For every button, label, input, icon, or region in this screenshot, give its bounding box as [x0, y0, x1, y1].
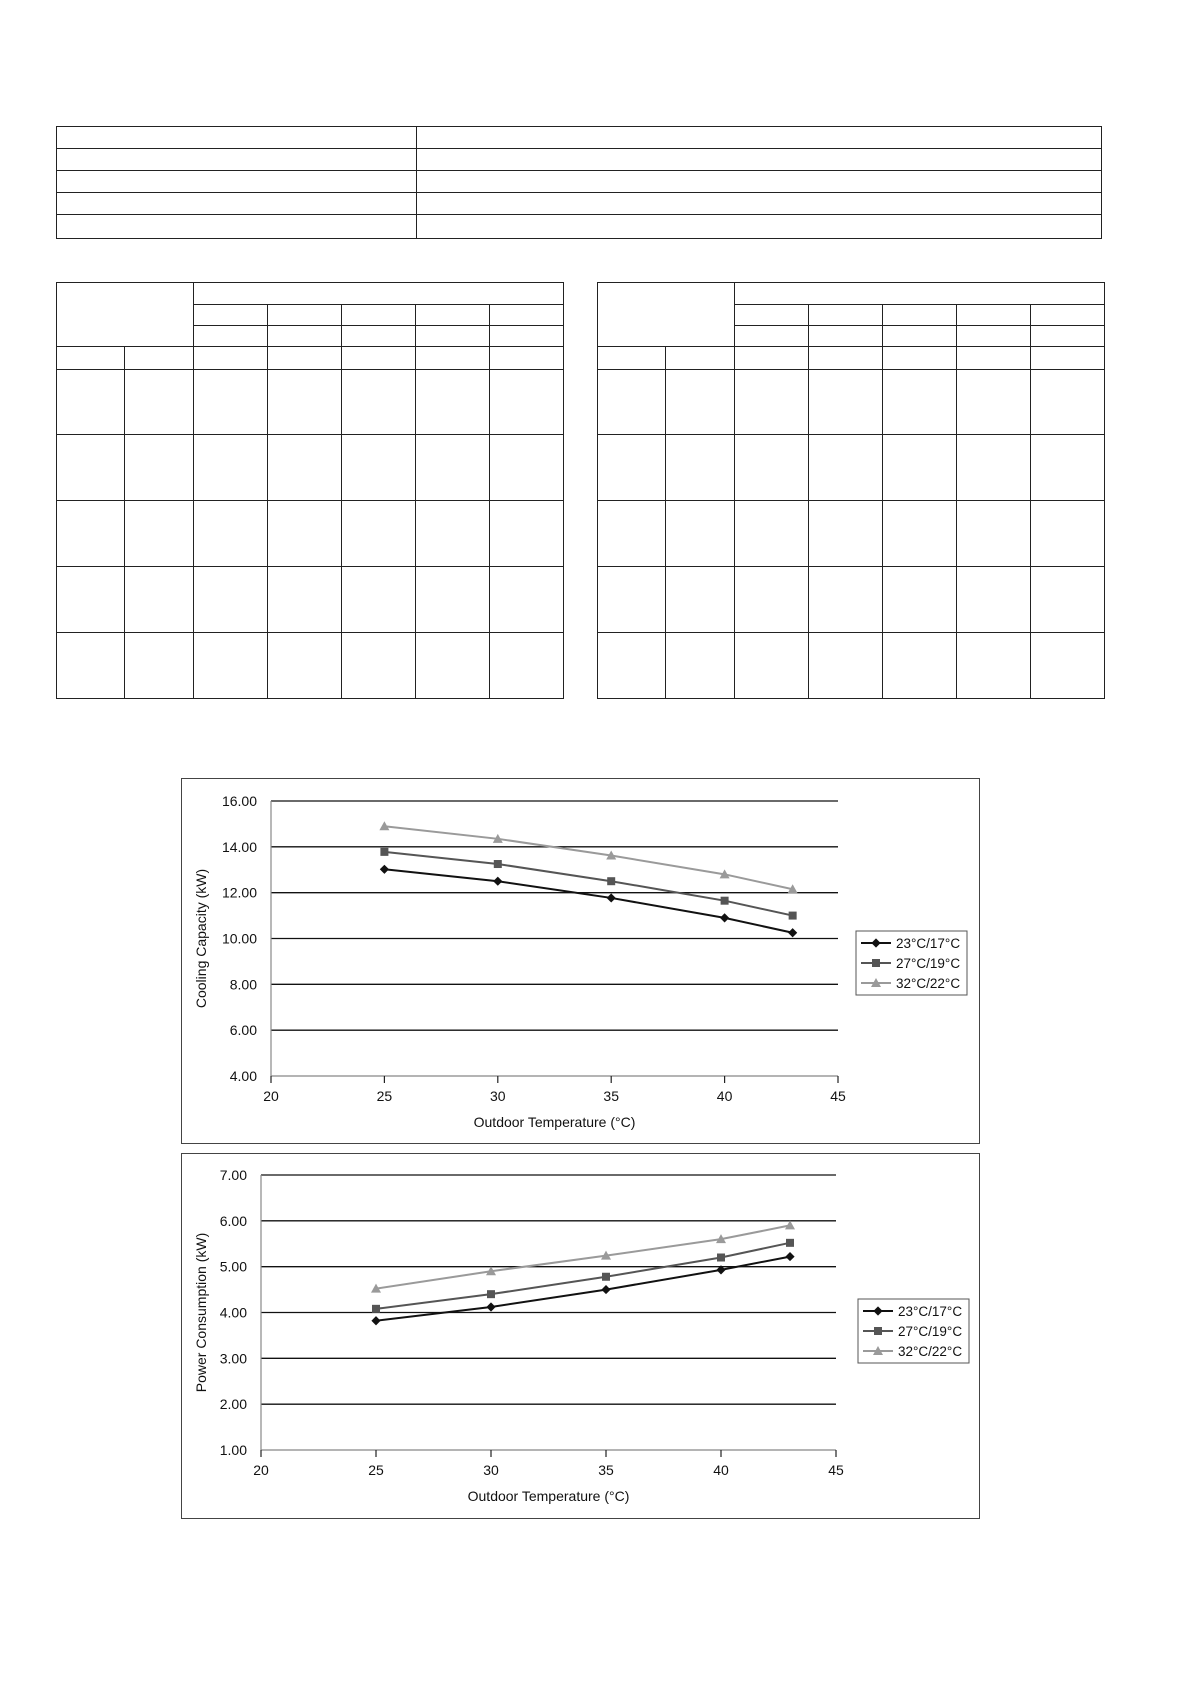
table-cell — [57, 283, 194, 347]
table-cell — [57, 633, 125, 699]
table-row — [598, 370, 1105, 435]
table-cell — [416, 370, 490, 435]
table-cell — [809, 633, 883, 699]
y-tick-label: 4.00 — [229, 1068, 257, 1084]
table-cell — [809, 326, 883, 347]
table-row — [598, 347, 1105, 370]
table-cell — [194, 347, 268, 370]
series-line — [384, 869, 792, 932]
spec-cell — [417, 215, 1102, 239]
table-cell — [342, 326, 416, 347]
y-tick-label: 12.00 — [221, 884, 257, 901]
x-tick-label: 25 — [368, 1462, 384, 1478]
table-cell — [957, 305, 1031, 326]
table-cell — [342, 501, 416, 567]
y-tick-label: 4.00 — [219, 1304, 247, 1321]
y-tick-label: 5.00 — [219, 1258, 247, 1275]
table-cell — [598, 347, 666, 370]
spec-cell — [57, 171, 417, 193]
power-consumption-chart — [181, 1153, 980, 1519]
table-cell — [416, 435, 490, 501]
spec-cell — [417, 127, 1102, 149]
table-cell — [194, 283, 564, 305]
table-cell — [883, 305, 957, 326]
table-cell — [194, 633, 268, 699]
table-cell — [57, 567, 125, 633]
table-cell — [194, 305, 268, 326]
table-cell — [598, 633, 666, 699]
y-tick-label: 3.00 — [219, 1350, 247, 1367]
data-point — [486, 1302, 495, 1311]
table-cell — [883, 567, 957, 633]
data-point — [372, 1305, 380, 1313]
table-cell — [194, 567, 268, 633]
table-cell — [735, 633, 809, 699]
table-cell — [1031, 370, 1105, 435]
performance-table-right — [597, 282, 1105, 699]
table-cell — [490, 501, 564, 567]
table-cell — [1031, 305, 1105, 326]
table-cell — [666, 633, 735, 699]
table-cell — [194, 501, 268, 567]
table-cell — [883, 501, 957, 567]
data-point — [494, 860, 502, 868]
x-tick-label: 40 — [713, 1462, 729, 1478]
data-point — [785, 1252, 794, 1261]
table-cell — [125, 501, 194, 567]
table-cell — [957, 326, 1031, 347]
table-cell — [735, 305, 809, 326]
series-line — [384, 852, 792, 916]
legend-label: 23°C/17°C — [896, 936, 961, 951]
x-tick-label: 45 — [830, 1088, 846, 1104]
data-point — [601, 1285, 610, 1294]
data-point — [789, 912, 797, 920]
legend-marker — [874, 1327, 882, 1335]
legend-label: 23°C/17°C — [898, 1304, 963, 1319]
table-cell — [1031, 326, 1105, 347]
data-point — [721, 897, 729, 905]
spec-cell — [57, 215, 417, 239]
table-cell — [342, 305, 416, 326]
table-cell — [490, 370, 564, 435]
table-cell — [416, 633, 490, 699]
table-cell — [598, 370, 666, 435]
y-tick-label: 6.00 — [229, 1022, 257, 1039]
table-cell — [490, 326, 564, 347]
table-cell — [735, 567, 809, 633]
table-cell — [268, 347, 342, 370]
data-point — [380, 848, 388, 856]
x-axis-title: Outdoor Temperature (°C) — [467, 1488, 630, 1504]
table-cell — [125, 370, 194, 435]
legend-label: 32°C/22°C — [896, 976, 961, 991]
data-point — [785, 1220, 795, 1229]
table-row — [57, 370, 564, 435]
table-cell — [125, 633, 194, 699]
table-cell — [268, 501, 342, 567]
table-cell — [57, 370, 125, 435]
data-point — [371, 1316, 380, 1325]
x-tick-label: 35 — [598, 1462, 614, 1478]
table-cell — [666, 435, 735, 501]
legend-label: 27°C/19°C — [898, 1324, 963, 1339]
table-cell — [125, 435, 194, 501]
y-axis-title: Power Consumption (kW) — [193, 1232, 209, 1393]
table-cell — [809, 347, 883, 370]
table-cell — [268, 370, 342, 435]
table-cell — [666, 567, 735, 633]
table-cell — [490, 347, 564, 370]
table-row — [57, 283, 564, 305]
table-cell — [735, 435, 809, 501]
table-cell — [268, 567, 342, 633]
data-point — [607, 877, 615, 885]
table-cell — [268, 326, 342, 347]
x-tick-label: 30 — [483, 1462, 499, 1478]
table-cell — [735, 370, 809, 435]
y-tick-label: 14.00 — [221, 838, 257, 855]
table-row — [57, 567, 564, 633]
table-cell — [883, 370, 957, 435]
table-cell — [883, 633, 957, 699]
y-tick-label: 1.00 — [219, 1442, 247, 1458]
x-tick-label: 30 — [490, 1088, 506, 1104]
x-tick-label: 25 — [376, 1088, 393, 1104]
table-cell — [1031, 633, 1105, 699]
table-cell — [957, 435, 1031, 501]
data-point — [788, 928, 797, 937]
table-cell — [342, 633, 416, 699]
y-axis-title: Cooling Capacity (kW) — [193, 868, 209, 1009]
table-cell — [125, 567, 194, 633]
spec-cell — [417, 149, 1102, 171]
table-cell — [883, 347, 957, 370]
table-cell — [809, 305, 883, 326]
y-tick-label: 8.00 — [229, 976, 257, 993]
table-cell — [883, 326, 957, 347]
data-point — [602, 1273, 610, 1281]
legend-label: 32°C/22°C — [898, 1344, 963, 1359]
spec-cell — [57, 127, 417, 149]
table-cell — [598, 501, 666, 567]
table-cell — [342, 370, 416, 435]
table-cell — [268, 633, 342, 699]
table-cell — [957, 567, 1031, 633]
table-cell — [735, 283, 1105, 305]
table-cell — [490, 633, 564, 699]
table-cell — [416, 567, 490, 633]
spec-cell — [57, 149, 417, 171]
table-cell — [490, 435, 564, 501]
table-cell — [735, 326, 809, 347]
table-cell — [194, 326, 268, 347]
table-row — [598, 435, 1105, 501]
table-cell — [416, 501, 490, 567]
table-cell — [1031, 501, 1105, 567]
data-point — [493, 877, 502, 886]
table-cell — [598, 283, 735, 347]
table-cell — [1031, 567, 1105, 633]
table-cell — [957, 501, 1031, 567]
spec-cell — [417, 193, 1102, 215]
x-tick-label: 20 — [253, 1462, 269, 1478]
data-point — [717, 1254, 725, 1262]
table-cell — [1031, 347, 1105, 370]
data-point — [380, 865, 389, 874]
table-cell — [416, 305, 490, 326]
table-cell — [268, 305, 342, 326]
y-tick-label: 2.00 — [219, 1396, 247, 1413]
table-cell — [809, 501, 883, 567]
x-tick-label: 35 — [603, 1088, 619, 1104]
table-cell — [598, 435, 666, 501]
table-cell — [490, 567, 564, 633]
spec-table — [56, 126, 1102, 239]
spec-cell — [417, 171, 1102, 193]
table-cell — [666, 370, 735, 435]
table-cell — [598, 567, 666, 633]
table-row — [598, 283, 1105, 305]
table-row — [598, 633, 1105, 699]
table-cell — [1031, 435, 1105, 501]
table-cell — [125, 347, 194, 370]
table-row — [598, 567, 1105, 633]
x-axis-title: Outdoor Temperature (°C) — [473, 1114, 636, 1130]
table-cell — [666, 347, 735, 370]
data-point — [720, 913, 729, 922]
legend-label: 27°C/19°C — [896, 956, 961, 971]
y-tick-label: 7.00 — [219, 1167, 247, 1183]
table-cell — [666, 501, 735, 567]
table-cell — [268, 435, 342, 501]
table-cell — [809, 370, 883, 435]
table-row — [598, 501, 1105, 567]
table-cell — [809, 567, 883, 633]
table-cell — [57, 347, 125, 370]
legend-marker — [872, 959, 880, 967]
table-cell — [342, 567, 416, 633]
table-row — [57, 501, 564, 567]
table-cell — [57, 435, 125, 501]
table-cell — [416, 326, 490, 347]
table-row — [57, 347, 564, 370]
table-cell — [342, 435, 416, 501]
table-cell — [194, 370, 268, 435]
table-cell — [342, 347, 416, 370]
table-cell — [957, 633, 1031, 699]
table-row — [57, 435, 564, 501]
power-consumption-plot — [182, 1154, 979, 1518]
table-cell — [735, 501, 809, 567]
x-tick-label: 20 — [263, 1088, 279, 1104]
data-point — [487, 1290, 495, 1298]
y-tick-label: 16.00 — [221, 793, 257, 809]
table-cell — [57, 501, 125, 567]
y-tick-label: 10.00 — [221, 930, 257, 947]
table-cell — [194, 435, 268, 501]
y-tick-label: 6.00 — [219, 1212, 247, 1229]
table-cell — [490, 305, 564, 326]
table-cell — [957, 347, 1031, 370]
cooling-capacity-plot — [182, 779, 979, 1143]
cooling-capacity-chart — [181, 778, 980, 1144]
table-cell — [416, 347, 490, 370]
table-row — [57, 633, 564, 699]
spec-cell — [57, 193, 417, 215]
x-tick-label: 40 — [716, 1088, 733, 1104]
table-cell — [883, 435, 957, 501]
x-tick-label: 45 — [828, 1462, 844, 1478]
table-cell — [957, 370, 1031, 435]
table-cell — [809, 435, 883, 501]
data-point — [786, 1239, 794, 1247]
series-line — [376, 1243, 790, 1309]
data-point — [607, 893, 616, 902]
table-cell — [735, 347, 809, 370]
performance-table-left — [56, 282, 564, 699]
